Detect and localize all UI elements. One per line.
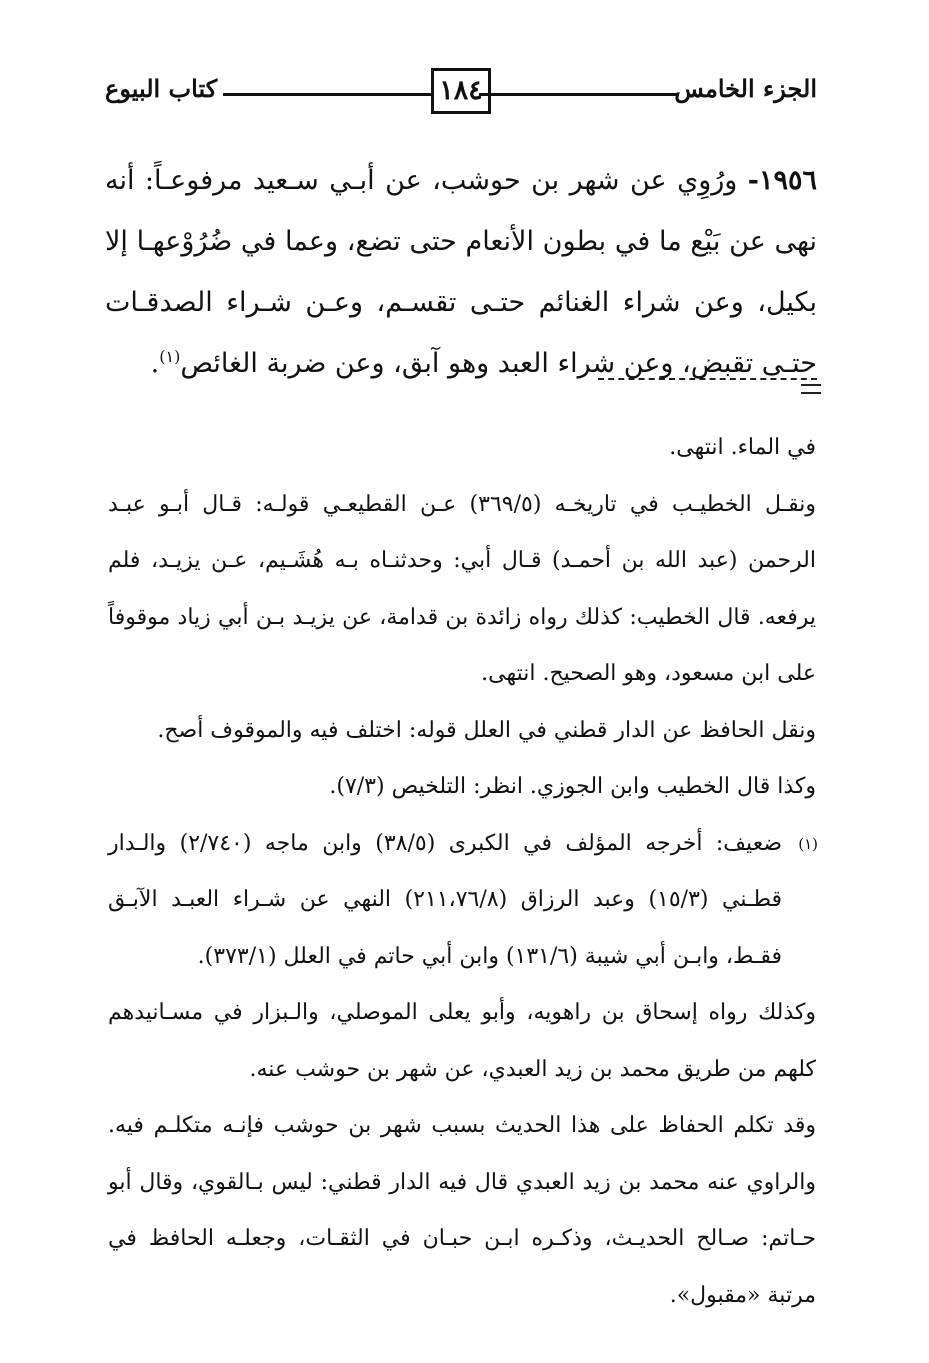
page-number: ١٨٤: [431, 68, 491, 114]
hadith-body: ورُوِي عن شهر بن حوشب، عن أبـي سـعيد مرفوعـاً: أنه نهى عن بَيْع ما في بطون الأنعام حتى تضع، وعما في ضُرُوْعهـا إلا بكيل، وعن شراء الغنائم حتـى تقسـم، وعـن شـراء الصدقـات حتـى تقبض، وعن شراء العبد وهو آبق، وعن ضربة الغائص: [105, 165, 817, 379]
footnote-reference[interactable]: (١): [159, 347, 181, 366]
footnote-text: ضعيف: أخرجه المؤلف في الكبرى (٣٨/٥) وابن ماجه (٢/٧٤٠) والـدار قطـني (١٥/٣) وعبد الرزاق (٢١١،٧٦/٨) النهي عن شـراء العبـد الآبـق فقـط، وابـن أبي شيبة (١٣١/٦) وابن أبي حاتم في العلل (٣٧٣/١).: [108, 830, 783, 969]
continuation-mark: [801, 384, 821, 394]
note-continuation: ونقـل الخطيـب في تاريخـه (٣٦٩/٥) عـن القطيعـي قولـه: قـال أبـو عبـد الرحمن (عبد الله بن أحمـد) قـال أبي: وحدثنـاه بـه هُشَـيم، عـن يزيـد، فلم يرفعه. قال الخطيب: كذلك رواه زائدة بن قدامة، عن يزيـد بـن أبي زياد موقوفاً على ابن مسعود، وهو الصحيح. انتهى.: [108, 491, 816, 686]
header-rule-right: [479, 93, 679, 96]
footnote-paragraph: وقد تكلم الحفاظ على هذا الحديث بسبب شهر بن حوشب فإنـه متكلـم فيه. والراوي عنه محمد بن زيد العبدي قال فيه الدار قطني: ليس بـالقوي، وقال أبو حـاتم: صـالح الحديـث، وذكـره ابـن حبـان في الثقـات، وجعلـه الحافظ في مرتبة «مقبول».: [108, 1113, 816, 1308]
note-continuation: في الماء. انتهى.: [669, 435, 816, 460]
footnote-marker: (١): [798, 834, 818, 853]
footnotes: [108, 420, 816, 1324]
footnote-separator: [598, 378, 817, 380]
hadith-text: [105, 150, 817, 394]
page-header: [105, 68, 817, 124]
hadith-number: ١٩٥٦-: [747, 165, 817, 196]
note-continuation: وكذا قال الخطيب وابن الجوزي. انظر: التلخيص (٧/٣).: [329, 774, 816, 799]
volume-title: الجزء الخامس: [674, 74, 817, 103]
hadith-paragraph: [105, 150, 817, 394]
header-rule-left: [223, 93, 431, 96]
footnote-paragraph: وكذلك رواه إسحاق بن راهويه، وأبو يعلى الموصلي، والـبزار في مسـانيدهم كلهم من طريق محمد بن زيد العبدي، عن شهر بن حوشب عنه.: [108, 1000, 816, 1082]
hadith-end: .: [150, 348, 160, 379]
footnote-1: [108, 816, 816, 986]
note-continuation: ونقل الحافظ عن الدار قطني في العلل قوله: اختلف فيه والموقوف أصح.: [157, 717, 816, 743]
book-title: كتاب البيوع: [105, 74, 218, 103]
